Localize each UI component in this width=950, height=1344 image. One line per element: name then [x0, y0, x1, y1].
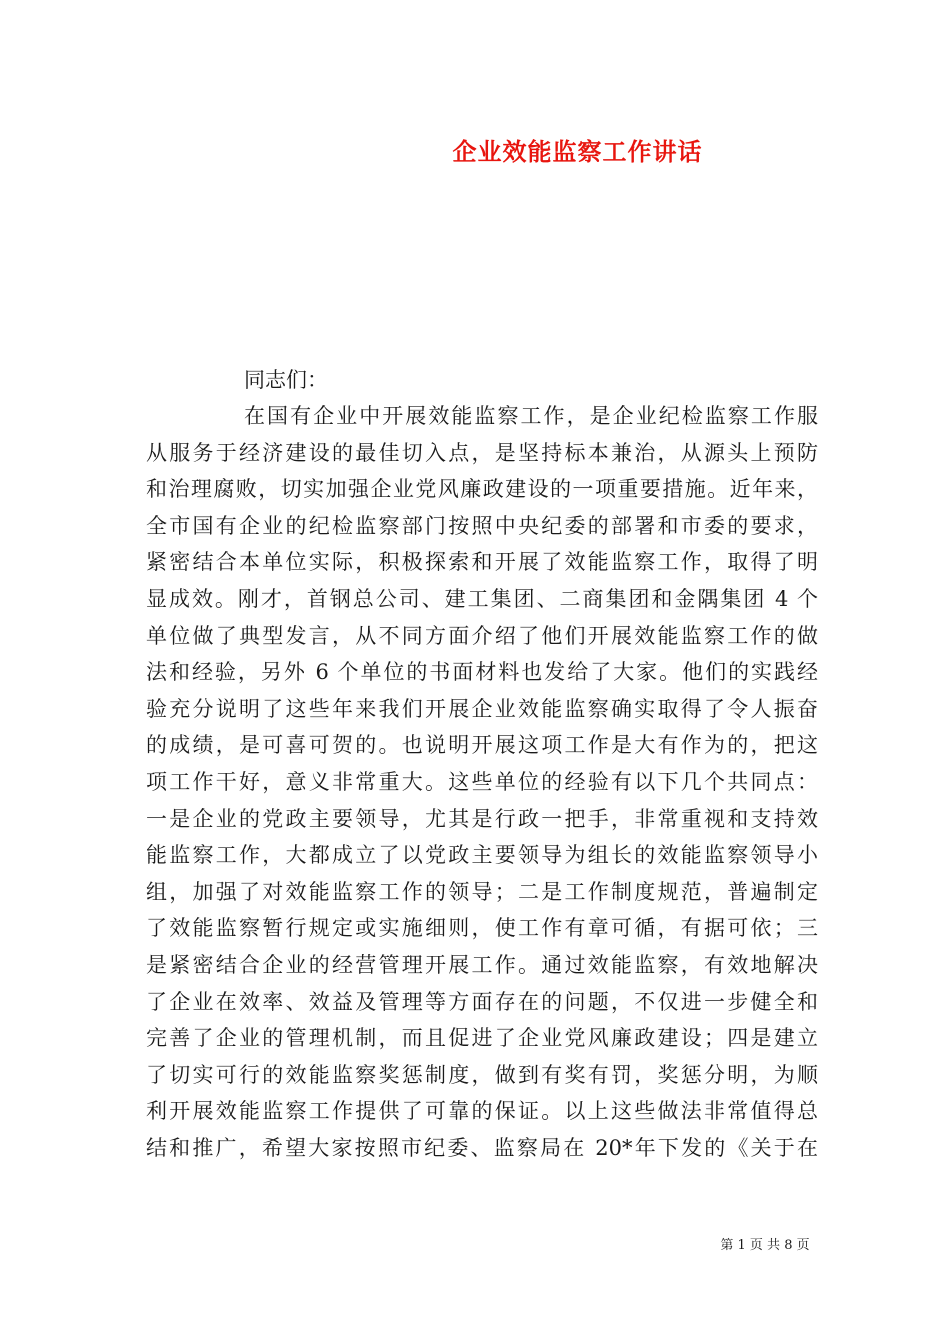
body-line: 能监察工作，大都成立了以党政主要领导为组长的效能监察领导小: [146, 843, 818, 868]
body-line: 组，加强了对效能监察工作的领导；二是工作制度规范，普遍制定: [146, 879, 818, 904]
body-line: 一是企业的党政主要领导，尤其是行政一把手，非常重视和支持效: [146, 806, 818, 831]
body-line: 完善了企业的管理机制，而且促进了企业党风廉政建设；四是建立: [146, 1026, 818, 1051]
body-line: 显成效。刚才，首钢总公司、建工集团、二商集团和金隅集团 4 个: [146, 586, 818, 611]
body-line: 和治理腐败，切实加强企业党风廉政建设的一项重要措施。近年来，: [146, 477, 818, 502]
body-line: 验充分说明了这些年来我们开展企业效能监察确实取得了令人振奋: [146, 696, 818, 721]
body-line: 利开展效能监察工作提供了可靠的保证。以上这些做法非常值得总: [146, 1099, 818, 1124]
document-title: 企业效能监察工作讲话: [452, 137, 703, 166]
body-line: 紧密结合本单位实际，积极探索和开展了效能监察工作，取得了明: [146, 550, 818, 575]
body-line: 在国有企业中开展效能监察工作，是企业纪检监察工作服: [244, 404, 818, 428]
body-line: 单位做了典型发言，从不同方面介绍了他们开展效能监察工作的做: [146, 623, 818, 648]
salutation: 同志们：: [244, 368, 328, 392]
body-line: 项工作干好，意义非常重大。这些单位的经验有以下几个共同点：: [146, 769, 818, 794]
body-line: 了企业在效率、效益及管理等方面存在的问题，不仅进一步健全和: [146, 989, 818, 1014]
body-line: 了切实可行的效能监察奖惩制度，做到有奖有罚，奖惩分明，为顺: [146, 1062, 818, 1087]
body-line: 全市国有企业的纪检监察部门按照中央纪委的部署和市委的要求，: [146, 513, 818, 538]
body-line: 法和经验，另外 6 个单位的书面材料也发给了大家。他们的实践经: [146, 660, 818, 685]
body-line: 了效能监察暂行规定或实施细则，使工作有章可循，有据可依；三: [146, 916, 818, 941]
body-line: 结和推广，希望大家按照市纪委、监察局在 20*年下发的《关于在: [146, 1135, 818, 1160]
body-line: 是紧密结合企业的经营管理开展工作。通过效能监察，有效地解决: [146, 952, 818, 977]
body-line: 的成绩，是可喜可贺的。也说明开展这项工作是大有作为的，把这: [146, 733, 818, 758]
body-text: [146, 398, 818, 1166]
page-number-footer: 第 1 页 共 8 页: [720, 1238, 810, 1253]
body-line: 从服务于经济建设的最佳切入点，是坚持标本兼治，从源头上预防: [146, 440, 818, 465]
